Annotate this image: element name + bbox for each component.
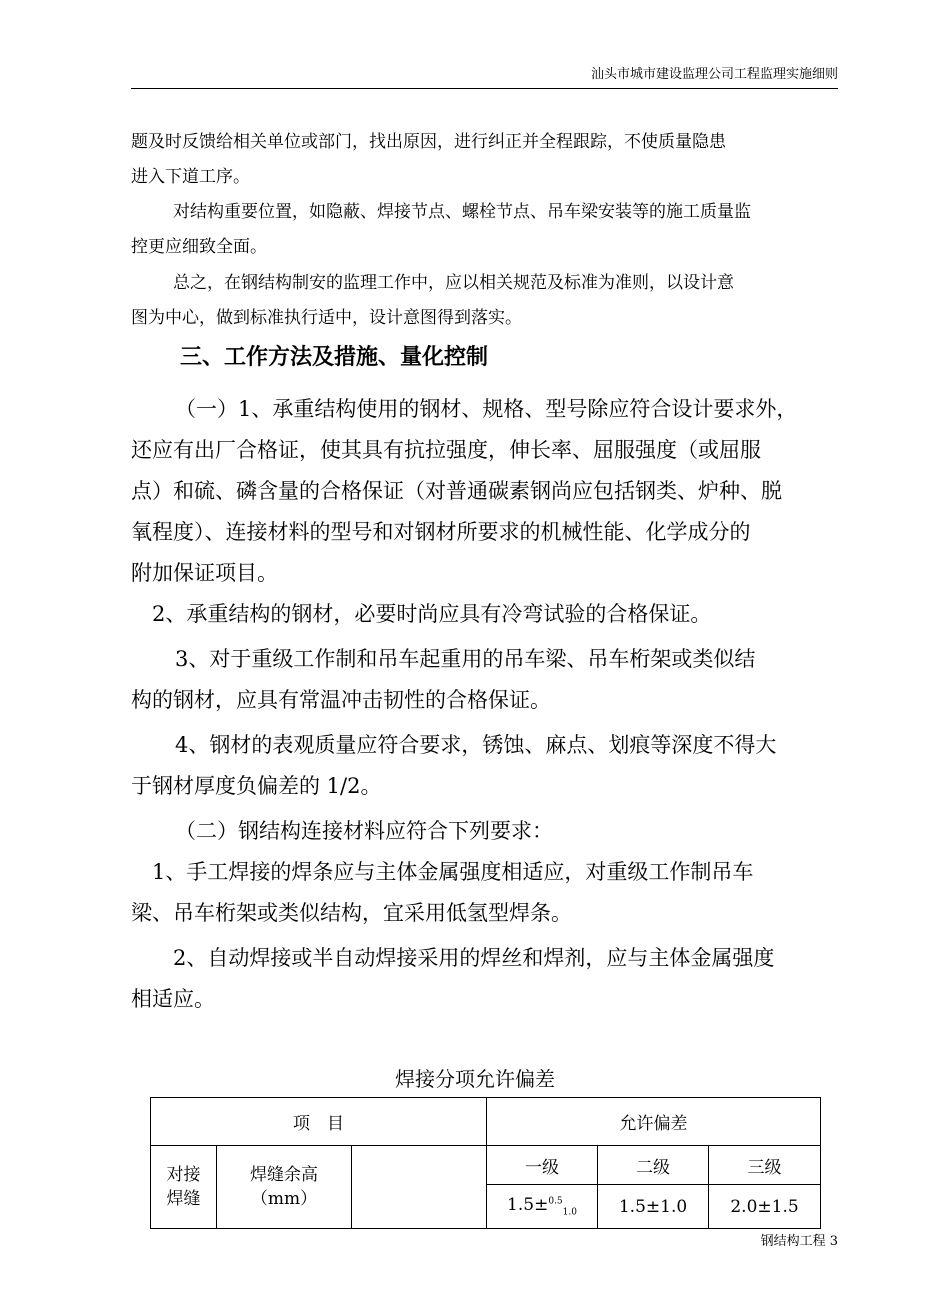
body-line: 构的钢材，应具有常温冲击韧性的合格保证。 <box>131 688 551 712</box>
body-line: 还应有出厂合格证，使其具有抗拉强度，伸长率、屈服强度（或屈服 <box>131 438 761 462</box>
body-line: （二）钢结构连接材料应符合下列要求： <box>175 819 553 843</box>
body-line: 2、自动焊接或半自动焊接采用的焊丝和焊剂，应与主体金属强度 <box>173 946 775 970</box>
grade3-value: 2.0±1.5 <box>709 1185 821 1229</box>
header-item-cell: 项 目 <box>151 1098 487 1146</box>
body-line: 点）和硫、磷含量的合格保证（对普通碳素钢尚应包括钢类、炉种、脱 <box>131 479 782 503</box>
item-label-cell: 焊缝余高（mm） <box>217 1146 352 1229</box>
table-caption: 焊接分项允许偏差 <box>395 1067 555 1091</box>
grade-header: 三级 <box>709 1146 821 1185</box>
body-line: 于钢材厚度负偏差的 1/2。 <box>131 774 382 798</box>
weld-tolerance-table <box>150 1097 821 1229</box>
body-line: （一）1、承重结构使用的钢材、规格、型号除应符合设计要求外， <box>175 397 798 421</box>
grade2-value: 1.5±1.0 <box>598 1185 709 1229</box>
body-line: 1、手工焊接的焊条应与主体金属强度相适应，对重级工作制吊车 <box>152 860 754 884</box>
body-line: 3、对于重级工作制和吊车起重用的吊车梁、吊车桁架或类似结 <box>175 647 756 671</box>
body-line: 控更应细致全面。 <box>131 237 267 257</box>
body-line: 对结构重要位置，如隐蔽、焊接节点、螺栓节点、吊车梁安装等的施工质量监 <box>173 202 751 222</box>
grade-header: 二级 <box>598 1146 709 1185</box>
body-line: 梁、吊车桁架或类似结构，宜采用低氢型焊条。 <box>131 901 572 925</box>
body-line: 氧程度）、连接材料的型号和对钢材所要求的机械性能、化学成分的 <box>131 520 751 544</box>
body-line: 附加保证项目。 <box>131 561 278 585</box>
grade-header: 一级 <box>487 1146 598 1185</box>
body-line: 总之，在钢结构制安的监理工作中，应以相关规范及标准为准则，以设计意 <box>173 273 734 293</box>
body-line: 相适应。 <box>131 987 215 1011</box>
body-line: 题及时反馈给相关单位或部门，找出原因，进行纠正并全程跟踪，不使质量隐患 <box>131 132 726 152</box>
page-footer: 钢结构工程 3 <box>760 1234 838 1249</box>
body-line: 2、承重结构的钢材，必要时尚应具有冷弯试验的合格保证。 <box>152 602 712 626</box>
section-heading: 三、工作方法及措施、量化控制 <box>180 345 489 370</box>
grade1-value: 1.5±$^{0.5}_{1.0}$ <box>487 1185 598 1229</box>
body-line: 进入下道工序。 <box>131 167 250 187</box>
body-line: 4、钢材的表观质量应符合要求，锈蚀、麻点、划痕等深度不得大 <box>175 733 777 757</box>
body-line: 图为中心，做到标准执行适中，设计意图得到落实。 <box>131 308 522 328</box>
page-header: 汕头市城市建设监理公司工程监理实施细则 <box>131 64 838 89</box>
empty-cell <box>352 1146 487 1229</box>
group-label-cell: 对接焊缝 <box>151 1146 217 1229</box>
header-tolerance-cell: 允许偏差 <box>487 1098 821 1146</box>
